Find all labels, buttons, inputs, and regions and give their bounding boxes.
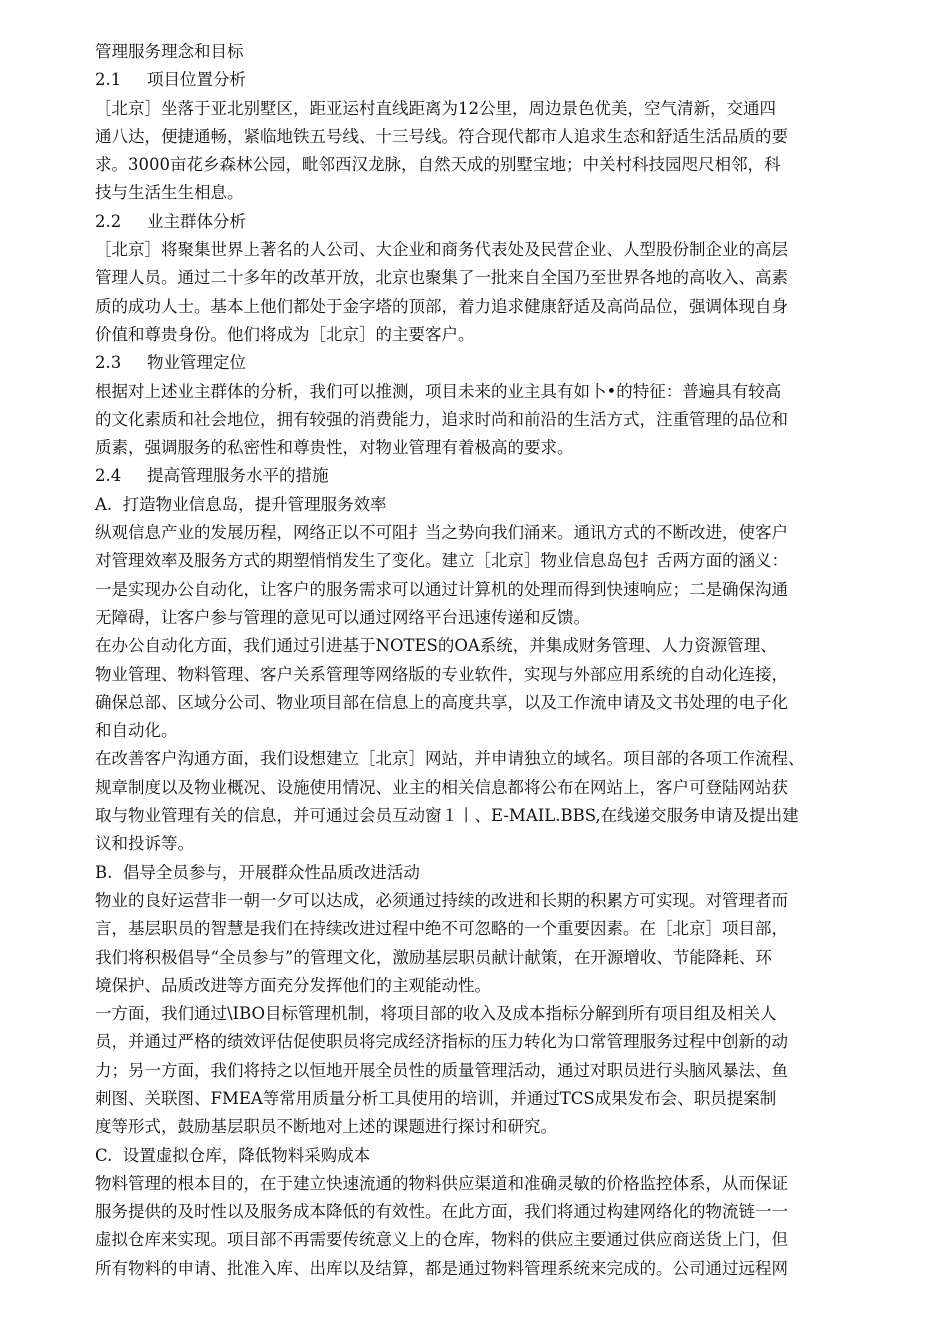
text-line: 境保护、品质改进等方面充分发挥他们的主观能动性。	[95, 975, 491, 995]
subheading-b: B. 倡导全员参与，开展群众性品质改进活动	[95, 862, 420, 882]
section-number: 2.1	[95, 70, 122, 90]
section-number: 2.4	[95, 466, 122, 486]
text-line: 我们将积极倡导“全员参与”的管理文化，激励基层职员献计献策，在开源增收、节能降耗、环	[95, 947, 772, 967]
document-page	[95, 38, 859, 1283]
paragraph-b-2	[95, 1000, 859, 1141]
text-line: 言，基层职员的智慧是我们在持续改进过程中绝不可忽略的一个重要因素。在［北京］项目部，	[95, 919, 788, 939]
subheading-c: C. 设置虚拟仓库，降低物料采购成本	[95, 1145, 371, 1165]
paragraph-c-1	[95, 1170, 859, 1283]
subheading-a: A. 打造物业信息岛，提升管理服务效率	[95, 494, 387, 514]
text-line: 物业管理、物料管理、客户关系管理等网络版的专业软件，实现与外部应用系统的自动化连接，	[95, 664, 788, 684]
text-line: 虚拟仓库来实现。项目部不再需要传统意义上的仓库，物料的供应主要通过供应商送货上门，但	[95, 1230, 788, 1250]
text-line: 服务提供的及时性以及服务成本降低的有效性。在此方面，我们将通过构建网络化的物流链一一	[95, 1202, 788, 1222]
section-title: 业主群体分析	[147, 211, 246, 231]
paragraph-owners	[95, 236, 859, 349]
text-line: 在办公自动化方面，我们通过引进基于NOTES的OA系统，并集成财务管理、人力资源管理、	[95, 636, 777, 656]
text-line: ［北京］坐落于亚北别墅区，距亚运村直线距离为12公里，周边景色优美，空气清新，交通四	[95, 98, 776, 118]
section-heading-2-2	[95, 208, 859, 236]
text-line: 度等形式，鼓励基层职员不断地对上述的课题进行探讨和研究。	[95, 1117, 557, 1137]
text-line: 规章制度以及物业概况、设施使用情况、业主的相关信息都将公布在网站上，客户可登陆网站获	[95, 777, 788, 797]
text-line: 纵观信息产业的发展历程，网络正以不可阻扌当之势向我们涌来。通讯方式的不断改进，使客户	[95, 523, 788, 543]
section-number: 2.2	[95, 211, 122, 231]
section-heading-2-1	[95, 66, 859, 94]
text-line: 在改善客户沟通方面，我们设想建立［北京］网站，并申请独立的域名。项目部的各项工作流程、	[95, 749, 805, 769]
text-line: 质的成功人士。基本上他们都处于金字塔的顶部，着力追求健康舒适及高尚品位，强调体现自身	[95, 296, 788, 316]
text-line: 员，并通过严格的绩效评估促使职员将完成经济指标的压力转化为口常管理服务过程中创新的动	[95, 1032, 788, 1052]
section-title: 提高管理服务水平的措施	[147, 466, 329, 486]
text-line: 一方面，我们通过\IBO目标管理机制，将项目部的收入及成本指标分解到所有项目组及相关人	[95, 1004, 777, 1024]
paragraph-positioning	[95, 378, 859, 463]
paragraph-a-2	[95, 632, 859, 745]
text-line: 确保总部、区域分公司、物业项目部在信息上的高度共享，以及工作流申请及文书处理的电子化	[95, 692, 788, 712]
text-line: 物料管理的根本目的，在于建立快速流通的物料供应渠道和准确灵敏的价格监控体系，从而保证	[95, 1173, 788, 1193]
text-line: 质素，强调服务的私密性和尊贵性，对物业管理有着极高的要求。	[95, 438, 574, 458]
text-line: 通八达，便捷通畅，紧临地铁五号线、十三号线。符合现代都市人追求生态和舒适生活品质的要	[95, 126, 788, 146]
paragraph-b-1	[95, 887, 859, 1000]
paragraph-location	[95, 95, 859, 208]
text-line: 根据对上述业主群体的分析，我们可以推测，项目未来的业主具有如卜•的特征：普遍具有较高	[95, 381, 782, 401]
text-line: 对管理效率及服务方式的期塑悄悄发生了变化。建立［北京］物业信息岛包扌舌两方面的涵义：	[95, 551, 788, 571]
text-line: 价值和尊贵身份。他们将成为［北京］的主要客户。	[95, 324, 475, 344]
text-line: 取与物业管理有关的信息，并可通过会员互动窗１丨、E-MAIL.BBS,在线递交服务申请及提出建	[95, 806, 799, 826]
paragraph-a-1	[95, 519, 859, 632]
text-line: 求。3000亩花乡森林公园，毗邻西汉龙脉，自然天成的别墅宝地；中关村科技园咫尺相邻，科	[95, 155, 781, 175]
doc-title: 管理服务理念和目标	[95, 42, 244, 61]
paragraph-a-3	[95, 745, 859, 858]
text-line: 刺图、关联图、FMEA等常用质量分析工具使用的培训，并通过TCS成果发布会、职员提案制	[95, 1088, 777, 1108]
section-title: 项目位置分析	[147, 70, 246, 90]
text-line: 力；另一方面，我们将持之以恒地开展全员性的质量管理活动，通过对职员进行头脑风暴法、鱼	[95, 1060, 788, 1080]
section-heading-2-3	[95, 349, 859, 377]
text-line: 和自动化。	[95, 721, 178, 741]
text-line: 所有物料的申请、批准入库、出库以及结算，都是通过物料管理系统来完成的。公司通过远程网	[95, 1258, 788, 1278]
section-heading-2-4	[95, 462, 859, 490]
text-line: 无障碍，让客户参与管理的意见可以通过网络平台迅速传递和反馈。	[95, 607, 590, 627]
text-line: 物业的良好运营非一朝一夕可以达成，必须通过持续的改进和长期的积累方可实现。对管理者而	[95, 890, 788, 910]
section-number: 2.3	[95, 353, 122, 373]
text-line: 一是实现办公自动化，让客户的服务需求可以通过计算机的处理而得到快速响应；二是确保沟通	[95, 579, 788, 599]
text-line: 议和投诉等。	[95, 834, 194, 854]
text-line: 管理人员。通过二十多年的改革开放，北京也聚集了一批来自全国乃至世界各地的高收入、高素	[95, 268, 788, 288]
text-line: 的文化素质和社会地位，拥有较强的消费能力，追求时尚和前沿的生活方式，注重管理的品位和	[95, 409, 788, 429]
text-line: ［北京］将聚集世界上著名的人公司、大企业和商务代表处及民营企业、人型股份制企业的高层	[95, 240, 788, 260]
text-line: 技与生活生生相息。	[95, 183, 244, 203]
section-title: 物业管理定位	[147, 353, 246, 373]
